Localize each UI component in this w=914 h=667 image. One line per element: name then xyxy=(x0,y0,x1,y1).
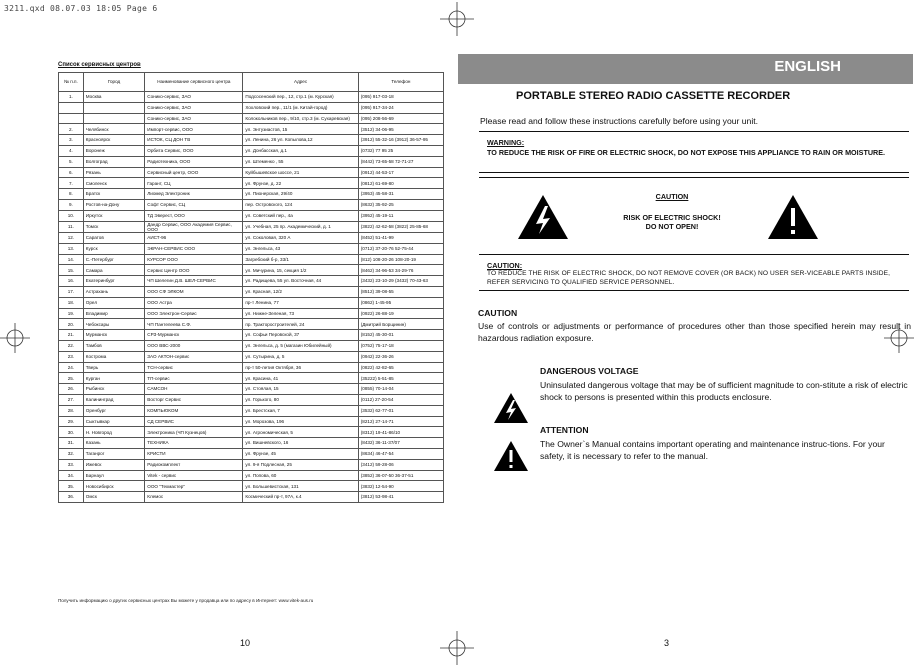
table-cell-name: ООО "Техмастер" xyxy=(145,481,243,492)
table-cell-tel: (3912) 55-32-16 (3912) 36-57-95 xyxy=(358,135,443,146)
table-cell-addr: пер. Островского, 124 xyxy=(243,199,358,210)
table-row xyxy=(59,232,444,243)
table-cell-num: 16. xyxy=(59,276,84,287)
service-list-title: Список сервисных центров xyxy=(58,62,141,68)
column-header: Адрес xyxy=(243,73,358,92)
table-cell-num: 30. xyxy=(59,427,84,438)
table-cell-name: Дандр Сервис, ООО Академия Сервис, ООО xyxy=(145,221,243,232)
table-cell-num: 33. xyxy=(59,459,84,470)
table-cell-city: Ижевск xyxy=(83,459,144,470)
column-header: Наименование сервисного центра xyxy=(145,73,243,92)
table-cell-addr: ул. Советский пер., 4а xyxy=(243,210,358,221)
table-cell-city: Челябинск xyxy=(83,124,144,135)
table-row xyxy=(59,492,444,503)
table-cell-name: АИСТ-96 xyxy=(145,232,243,243)
table-cell-addr: ул. 9-я Подлесная, 25 xyxy=(243,459,358,470)
table-cell-addr: пр-т 50-летия Октября, 36 xyxy=(243,362,358,373)
table-row xyxy=(59,156,444,167)
service-footer-note: Получить информацию о других сервисных центрах Вы можете у продавца или по адресу в Интернет: www.vitek-aus.ru xyxy=(58,598,314,603)
table-row xyxy=(59,124,444,135)
table-cell-city: Саратов xyxy=(83,232,144,243)
table-cell-name: Электроника (ЧП Кузнецов) xyxy=(145,427,243,438)
table-cell-addr: ул. Энгельса, 43 xyxy=(243,243,358,254)
table-cell-city: Оренбург xyxy=(83,405,144,416)
table-cell-num: 29. xyxy=(59,416,84,427)
exclamation-warning-icon xyxy=(767,194,819,240)
table-cell-tel: (3953) 45-58-31 xyxy=(358,189,443,200)
product-title: PORTABLE STEREO RADIO CASSETTE RECORDER xyxy=(516,90,791,102)
table-cell-num: 9. xyxy=(59,199,84,210)
attention-heading: ATTENTION xyxy=(540,425,589,435)
table-row xyxy=(59,405,444,416)
table-row xyxy=(59,373,444,384)
warning-box xyxy=(479,131,909,173)
table-cell-addr: Куйбышевское шоссе, 21 xyxy=(243,167,358,178)
table-cell-name: КОМПЬЮКОМ xyxy=(145,405,243,416)
table-cell-num: 35. xyxy=(59,481,84,492)
table-cell-city: Курск xyxy=(83,243,144,254)
table-cell-name: ООО Астра xyxy=(145,297,243,308)
caution-box-divider xyxy=(479,254,909,255)
table-cell-num: 24. xyxy=(59,362,84,373)
table-cell-num: 4. xyxy=(59,145,84,156)
table-cell-name: КУРСОР ООО xyxy=(145,254,243,265)
language-banner xyxy=(458,54,913,84)
table-cell-city: Красноярск xyxy=(83,135,144,146)
table-cell-name: Лиомед Электроник xyxy=(145,189,243,200)
table-cell-tel: (0855) 70-14-04 xyxy=(358,384,443,395)
table-cell-num: 28. xyxy=(59,405,84,416)
table-cell-city: Калининград xyxy=(83,394,144,405)
table-header-row xyxy=(59,73,444,92)
table-cell-city: Кострома xyxy=(83,351,144,362)
table-row xyxy=(59,330,444,341)
table-cell-tel: (8152) 45-30-01 xyxy=(358,330,443,341)
table-cell-num: 21. xyxy=(59,330,84,341)
table-row xyxy=(59,276,444,287)
table-cell-num: 11. xyxy=(59,221,84,232)
table-row xyxy=(59,340,444,351)
table-cell-tel: (8634) 46-47-54 xyxy=(358,448,443,459)
table-cell-addr: ул. Радищева, 55 ул. Восточная, 44 xyxy=(243,276,358,287)
table-cell-name: ТСН-сервис xyxy=(145,362,243,373)
table-cell-city: Мурманск xyxy=(83,330,144,341)
table-cell-addr: ул. Учебная, 25 пр. Академический, д. 1 xyxy=(243,221,358,232)
table-cell-name: ЧП Пантелеева С.Ф. xyxy=(145,319,243,330)
table-row xyxy=(59,448,444,459)
table-cell-tel: (095) 208-56-69 xyxy=(358,113,443,124)
table-cell-name: Сервисный центр, ООО xyxy=(145,167,243,178)
table-cell-addr: ул. Горького, 80 xyxy=(243,394,358,405)
table-cell-tel: (8312) 19-41-86/10 xyxy=(358,427,443,438)
intro-text: Please read and follow these instructions carefully before using your unit. xyxy=(480,116,759,126)
table-cell-tel: (812) 108-20-26 108-20-19 xyxy=(358,254,443,265)
table-cell-tel: (8442) 73-65-58 72-71-27 xyxy=(358,156,443,167)
table-row xyxy=(59,92,444,103)
caution-sub-text: TO REDUCE THE RISK OF ELECTRIC SHOCK, DO NOT REMOVE COVER (OR BACK) NO USER SER-VICEABLE PARTS INSIDE, REFER SERVICING TO QUALIFIED SERVICE PERSONNEL. xyxy=(487,270,891,286)
registration-mark-top-icon xyxy=(440,2,474,36)
page-number-left: 10 xyxy=(240,638,251,648)
table-cell-name: ЧП Шелегин Д.В. ШЕЛ-СЕРВИС xyxy=(145,276,243,287)
table-cell-name: ООО СФ ЭЛКОМ xyxy=(145,286,243,297)
table-cell-city: Таганрог xyxy=(83,448,144,459)
table-cell-city: Новосибирск xyxy=(83,481,144,492)
table-cell-num: 20. xyxy=(59,319,84,330)
table-cell-name: Сервис Центр ООО xyxy=(145,265,243,276)
dangerous-voltage-icon xyxy=(493,392,529,424)
table-cell-name: ООО ВВС-2000 xyxy=(145,340,243,351)
caution-box-center xyxy=(607,192,737,231)
caution-text: Use of controls or adjustments or performance of procedures other than those specified herein may result in hazardous radiation exposure. xyxy=(478,321,911,343)
caution-box xyxy=(479,177,909,291)
table-cell-tel: (3952) 45-19-11 xyxy=(358,210,443,221)
file-header: 3211.qxd 08.07.03 18:05 Page 6 xyxy=(4,4,158,13)
table-cell-name: Гарант, СЦ xyxy=(145,178,243,189)
table-cell-addr: ул. Нижне-Зеленая, 73 xyxy=(243,308,358,319)
table-cell-num: 5. xyxy=(59,156,84,167)
table-cell-city: Рязань xyxy=(83,167,144,178)
table-cell-city: Ростов-на-Дону xyxy=(83,199,144,210)
table-cell-city: Орел xyxy=(83,297,144,308)
table-cell-name: ТД Эверест, ООО xyxy=(145,210,243,221)
table-cell-name: Импорт-сервис, ООО xyxy=(145,124,243,135)
table-cell-tel: (0822) 42-82-65 xyxy=(358,362,443,373)
table-cell-tel: (3432) 23-10-29 (3432) 70-43-63 xyxy=(358,276,443,287)
table-row xyxy=(59,384,444,395)
table-cell-num xyxy=(59,113,84,124)
table-cell-name: СРЗ-Мурманск xyxy=(145,330,243,341)
table-row xyxy=(59,286,444,297)
table-cell-city: Тамбов xyxy=(83,340,144,351)
table-cell-city: Воронеж xyxy=(83,145,144,156)
table-cell-name: Радиокомплект xyxy=(145,459,243,470)
table-cell-name: Сонико-сервис, ЗАО xyxy=(145,102,243,113)
table-cell-addr: ул. Энтузиастов, 15 xyxy=(243,124,358,135)
table-row xyxy=(59,145,444,156)
table-cell-tel: (0712) 37-20-76 52-75-44 xyxy=(358,243,443,254)
table-cell-tel: (0942) 22-36-26 xyxy=(358,351,443,362)
table-cell-city: Самара xyxy=(83,265,144,276)
table-cell-num: 18. xyxy=(59,297,84,308)
table-cell-city: Сыктывкар xyxy=(83,416,144,427)
table-row xyxy=(59,189,444,200)
table-cell-city: Курган xyxy=(83,373,144,384)
table-cell-addr: ул. Морозова, 196 xyxy=(243,416,358,427)
caution-heading: CAUTION xyxy=(478,308,518,318)
table-cell-tel: (3412) 59-28-06 xyxy=(358,459,443,470)
table-cell-num: 17. xyxy=(59,286,84,297)
table-cell-num: 7. xyxy=(59,178,84,189)
table-cell-num: 36. xyxy=(59,492,84,503)
table-cell-addr: пр. Тракторостроителей, 24 xyxy=(243,319,358,330)
table-cell-addr: Подсосенский пер., 12, стр.1 (м. Курская) xyxy=(243,92,358,103)
table-cell-name: САМСОН xyxy=(145,384,243,395)
table-cell-num: 2. xyxy=(59,124,84,135)
table-cell-num: 8. xyxy=(59,189,84,200)
table-cell-addr: ул. Штеменко , 55 xyxy=(243,156,358,167)
table-cell-name: ЭКРАН-СЕРВИС ООО xyxy=(145,243,243,254)
table-cell-tel: (3852) 36-07-50 36-37-51 xyxy=(358,470,443,481)
table-cell-name: СД СЕРВИС xyxy=(145,416,243,427)
left-page xyxy=(58,62,446,622)
table-cell-city: Томск xyxy=(83,221,144,232)
caution-box-title: CAUTION xyxy=(655,192,689,201)
table-cell-name: ЗАО АКТОН-сервис xyxy=(145,351,243,362)
table-cell-name: Vitek - сервис xyxy=(145,470,243,481)
table-cell-num: 15. xyxy=(59,265,84,276)
table-cell-tel: (0112) 27-20-54 xyxy=(358,394,443,405)
table-cell-tel: (0912) 44-53-17 xyxy=(358,167,443,178)
table-row xyxy=(59,470,444,481)
table-cell-name: Орбита Сервис, ООО xyxy=(145,145,243,156)
registration-mark-left-icon xyxy=(0,323,30,353)
table-row xyxy=(59,254,444,265)
table-cell-addr: ул. Мичурина, 15, секция 1/2 xyxy=(243,265,358,276)
table-cell-city: Екатеринбург xyxy=(83,276,144,287)
caution-box-line1: RISK OF ELECTRIC SHOCK! xyxy=(623,213,721,222)
table-cell-num: 27. xyxy=(59,394,84,405)
table-row xyxy=(59,178,444,189)
table-cell-num: 13. xyxy=(59,243,84,254)
table-cell-addr: ул. Красина, 41 xyxy=(243,373,358,384)
lightning-warning-icon xyxy=(517,194,569,240)
table-cell-num: 12. xyxy=(59,232,84,243)
table-cell-city: Омск xyxy=(83,492,144,503)
table-row xyxy=(59,416,444,427)
table-cell-name: Восторг Сервис xyxy=(145,394,243,405)
table-cell-city: Казань xyxy=(83,438,144,449)
table-cell-city: Барнаул xyxy=(83,470,144,481)
table-cell-name: ИСТОК, СЦ ДОН ТВ xyxy=(145,135,243,146)
table-cell-tel: (8452) 51-41-99 xyxy=(358,232,443,243)
table-cell-city: Москва xyxy=(83,92,144,103)
attention-text: The Owner`s Manual contains important operating and maintenance instruc-tions. For your safety, it is necessary to refer to the manual. xyxy=(540,439,885,461)
page-number-right: 3 xyxy=(664,638,670,648)
table-row xyxy=(59,265,444,276)
table-cell-name: ООО Электрон-Сервис xyxy=(145,308,243,319)
table-row xyxy=(59,362,444,373)
table-cell-city xyxy=(83,102,144,113)
table-cell-tel: (8212) 27-14-71 xyxy=(358,416,443,427)
table-cell-num: 14. xyxy=(59,254,84,265)
warning-label: WARNING: xyxy=(487,138,525,147)
table-cell-name: КРИСТИ xyxy=(145,448,243,459)
table-cell-addr: ул. Стоялая, 15 xyxy=(243,384,358,395)
table-cell-tel: (Дмитрий Борщинин) xyxy=(358,319,443,330)
dangerous-voltage-heading: DANGEROUS VOLTAGE xyxy=(540,366,639,376)
table-cell-tel: (0922) 26-88-19 xyxy=(358,308,443,319)
table-cell-addr: ул. Красная, 12/2 xyxy=(243,286,358,297)
table-cell-tel: (8632) 35-92-25 xyxy=(358,199,443,210)
table-cell-name: Радиотехника, ООО xyxy=(145,156,243,167)
table-cell-num: 10. xyxy=(59,210,84,221)
caution-sub-label: CAUTION: xyxy=(487,261,523,270)
column-header: Телефон xyxy=(358,73,443,92)
table-cell-addr: Колокольников пер., 9/10, стр.3 (м. Сухаревская) xyxy=(243,113,358,124)
table-row xyxy=(59,438,444,449)
table-row xyxy=(59,351,444,362)
service-centers-table xyxy=(58,72,444,503)
table-row xyxy=(59,459,444,470)
table-cell-tel: (3832) 12-54-90 xyxy=(358,481,443,492)
table-cell-addr: Хохловский пер., 11/1 (м. Китай-город) xyxy=(243,102,358,113)
column-header: № п.п. xyxy=(59,73,84,92)
service-centers-body xyxy=(59,92,444,503)
column-header: Город xyxy=(83,73,144,92)
table-row xyxy=(59,297,444,308)
table-cell-addr: ул. Пионерская, 29/40 xyxy=(243,189,358,200)
table-cell-tel: (3812) 53-98-41 xyxy=(358,492,443,503)
table-cell-city: Братск xyxy=(83,189,144,200)
attention-icon xyxy=(493,440,529,472)
table-cell-num: 32. xyxy=(59,448,84,459)
table-cell-addr: ул. Софьи Перовской, 37 xyxy=(243,330,358,341)
table-row xyxy=(59,113,444,124)
table-cell-addr: ул. Сутырина, д. 5 xyxy=(243,351,358,362)
registration-mark-bottom-icon xyxy=(440,631,474,665)
language-label: ENGLISH xyxy=(774,58,841,75)
caution-box-line2: DO NOT OPEN! xyxy=(645,222,699,231)
table-cell-tel: (0752) 75-17-18 xyxy=(358,340,443,351)
table-cell-addr: Космический пр-т, 97А, к.4 xyxy=(243,492,358,503)
table-cell-num: 26. xyxy=(59,384,84,395)
table-cell-addr: ул. Попова, 60 xyxy=(243,470,358,481)
table-cell-tel: (8462) 34-96-53 34-29-76 xyxy=(358,265,443,276)
table-cell-city: Н. Новгород xyxy=(83,427,144,438)
table-cell-name: Сонико-сервис, ЗАО xyxy=(145,113,243,124)
table-row xyxy=(59,199,444,210)
table-cell-name: Клемос xyxy=(145,492,243,503)
table-row xyxy=(59,135,444,146)
dangerous-voltage-text: Uninsulated dangerous voltage that may be of sufficient magnitude to con-stitute a risk of electric shock to persons is presented within this products enclosure. xyxy=(540,380,908,402)
table-cell-num: 22. xyxy=(59,340,84,351)
table-cell-addr: ул. Брестская, 7 xyxy=(243,405,358,416)
table-cell-city xyxy=(83,113,144,124)
table-cell-tel: (0812) 61-69-80 xyxy=(358,178,443,189)
table-cell-tel: (3512) 34-06-95 xyxy=(358,124,443,135)
table-row xyxy=(59,308,444,319)
table-row xyxy=(59,319,444,330)
table-cell-addr: ул. Донбасская, д.1 xyxy=(243,145,358,156)
table-cell-city: Астрахань xyxy=(83,286,144,297)
table-cell-tel: (0732) 77 95 25 xyxy=(358,145,443,156)
table-cell-tel: (095) 917-03-18 xyxy=(358,92,443,103)
table-cell-tel: (095) 917-34-24 xyxy=(358,102,443,113)
table-cell-tel: (3822) 42-62-58 (3822) 25-85-68 xyxy=(358,221,443,232)
table-row xyxy=(59,167,444,178)
table-cell-num: 23. xyxy=(59,351,84,362)
table-cell-name: ТП-сервис xyxy=(145,373,243,384)
table-cell-city: Владимир xyxy=(83,308,144,319)
table-cell-addr: ул. Вишневского, 16 xyxy=(243,438,358,449)
table-cell-num: 34. xyxy=(59,470,84,481)
table-cell-tel: (8432) 36-11-37/07 xyxy=(358,438,443,449)
table-cell-num xyxy=(59,102,84,113)
table-cell-addr: ул. Фрунзе, 45 xyxy=(243,448,358,459)
table-row xyxy=(59,210,444,221)
table-cell-name: Софт Сервис, СЦ xyxy=(145,199,243,210)
table-cell-num: 1. xyxy=(59,92,84,103)
table-cell-name: Сонико-сервис, ЗАО xyxy=(145,92,243,103)
table-row xyxy=(59,481,444,492)
table-cell-addr: ул. Агрономическая, 5 xyxy=(243,427,358,438)
table-cell-city: Иркутск xyxy=(83,210,144,221)
table-cell-num: 3. xyxy=(59,135,84,146)
table-cell-num: 31. xyxy=(59,438,84,449)
table-cell-num: 25. xyxy=(59,373,84,384)
table-cell-addr: ул. Фрунзе, д. 22 xyxy=(243,178,358,189)
table-cell-city: Тверь xyxy=(83,362,144,373)
table-cell-city: Чебоксары xyxy=(83,319,144,330)
table-row xyxy=(59,102,444,113)
table-cell-addr: ул. Ленина, 26 ул. Копылова,12 xyxy=(243,135,358,146)
table-cell-tel: (0862) 1-45-95 xyxy=(358,297,443,308)
table-cell-city: С.-Петербург xyxy=(83,254,144,265)
table-cell-tel: (8512) 39-08-55 xyxy=(358,286,443,297)
table-cell-addr: Загребский б-р, 33/1 xyxy=(243,254,358,265)
table-cell-addr: ул. Большевистская, 131 xyxy=(243,481,358,492)
table-row xyxy=(59,243,444,254)
table-cell-city: Рыбинск xyxy=(83,384,144,395)
table-cell-num: 19. xyxy=(59,308,84,319)
table-row xyxy=(59,394,444,405)
table-cell-addr: ул. Соколовая, 320 А xyxy=(243,232,358,243)
table-cell-tel: (3532) 62-77-01 xyxy=(358,405,443,416)
warning-text: TO REDUCE THE RISK OF FIRE OR ELECTRIC SHOCK, DO NOT EXPOSE THIS APPLIANCE TO RAIN OR MOISTURE. xyxy=(487,148,886,157)
table-cell-city: Волгоград xyxy=(83,156,144,167)
table-row xyxy=(59,221,444,232)
table-cell-addr: пр-т Ленина, 77 xyxy=(243,297,358,308)
table-cell-addr: ул. Энгельса, д. 5 (магазин Юбилейный) xyxy=(243,340,358,351)
table-cell-tel: (35222) 5-51-85 xyxy=(358,373,443,384)
table-cell-num: 6. xyxy=(59,167,84,178)
table-cell-name: ТЕХНИКА xyxy=(145,438,243,449)
table-cell-city: Смоленск xyxy=(83,178,144,189)
table-row xyxy=(59,427,444,438)
